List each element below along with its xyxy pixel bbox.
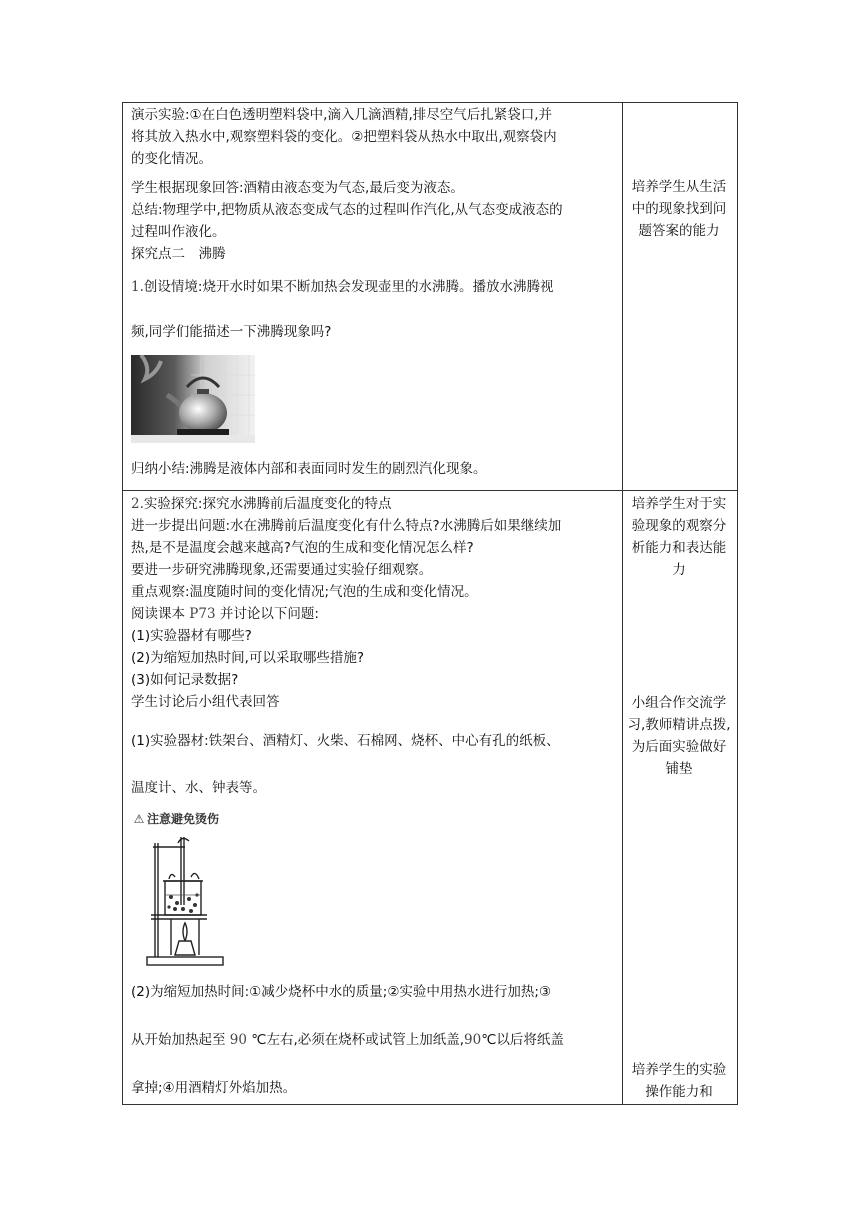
- text-span: 从开始加热起至: [131, 1032, 226, 1048]
- text-line: (2)为缩短加热时间,可以采取哪些措施?: [131, 650, 365, 666]
- text-line: 频,同学们能描述一下沸腾现象吗?: [131, 324, 332, 340]
- text-line: (1)实验器材:铁架台、酒精灯、火柴、石棉网、烧杯、中心有孔的纸板、: [131, 733, 560, 749]
- text-line: 学生根据现象回答:酒精由液态变为气态,最后变为液态。: [131, 180, 464, 196]
- objective-note: 培养学生的实验操作能力和: [631, 1062, 727, 1100]
- text-line: [131, 603, 319, 625]
- text-line: 热,是不是温度会越来越高?气泡的生成和变化情况怎么样?: [131, 540, 474, 556]
- section-heading: 探究点二 沸腾: [131, 246, 226, 262]
- objective-note: 培养学生对于实验现象的观察分析能力和表达能力: [631, 496, 727, 578]
- text-line: 的变化情况。: [131, 151, 212, 167]
- column-divider: [622, 103, 623, 1104]
- text-span: 阅读课本: [131, 606, 185, 622]
- text-span: ℃以后将纸盖: [481, 1032, 564, 1048]
- text-line: 进一步提出问题:水在沸腾前后温度变化有什么特点?水沸腾后如果继续加: [131, 518, 562, 534]
- text-line: 过程叫作液化。: [131, 224, 226, 240]
- temperature-value: 90: [229, 1032, 247, 1048]
- text-line: 将其放入热水中,观察塑料袋的变化。②把塑料袋从热水中取出,观察袋内: [131, 129, 557, 145]
- text-line: 演示实验:①在白色透明塑料袋中,滴入几滴酒精,排尽空气后扎紧袋口,并: [131, 107, 553, 123]
- text-line: (3)如何记录数据?: [131, 672, 239, 688]
- objective-note: 小组合作交流学习,教师精讲点拨,为后面实验做好铺垫: [627, 695, 731, 777]
- text-line: 温度计、水、钟表等。: [131, 780, 266, 796]
- temperature-value: 90: [464, 1032, 482, 1048]
- boiling-apparatus-diagram: [145, 833, 229, 968]
- item-number: 2.: [131, 496, 144, 512]
- text-line: 拿掉;④用酒精灯外焰加热。: [131, 1080, 297, 1096]
- text-line: 总结:物理学中,把物质从液态变成气态的过程叫作汽化,从气态变成液态的: [131, 202, 563, 218]
- text-line: 重点观察:温度随时间的变化情况;气泡的生成和变化情况。: [131, 584, 478, 600]
- text-line: 学生讨论后小组代表回答: [131, 694, 280, 710]
- text-line: (1)实验器材有哪些?: [131, 628, 252, 644]
- text-line: [131, 276, 553, 298]
- item-number: 1.: [131, 279, 144, 295]
- warning-label: [131, 808, 219, 830]
- text-span: ℃左右,必须在烧杯或试管上加纸盖,: [251, 1032, 465, 1048]
- objective-note: 培养学生从生活中的现象找到问题答案的能力: [631, 179, 727, 239]
- row-divider: [123, 490, 737, 491]
- text-line: [131, 493, 391, 515]
- text-span: 创设情境:烧开水时如果不断加热会发现壶里的水沸腾。播放水沸腾视: [143, 279, 554, 295]
- text-line: (2)为缩短加热时间:①减少烧杯中水的质量;②实验中用热水进行加热;③: [131, 984, 552, 1000]
- text-span: 实验探究:探究水沸腾前后温度变化的特点: [143, 496, 392, 512]
- page-ref: P73: [189, 606, 216, 622]
- warning-text: 注意避免烫伤: [147, 812, 220, 826]
- text-span: 并讨论以下问题:: [219, 606, 319, 622]
- text-line: 要进一步研究沸腾现象,还需要通过实验仔细观察。: [131, 562, 433, 578]
- text-line: [131, 1029, 564, 1051]
- warning-icon: ⚠: [133, 812, 145, 826]
- text-line: 归纳小结:沸腾是液体内部和表面同时发生的剧烈汽化现象。: [131, 461, 487, 477]
- lesson-table: [122, 102, 738, 1105]
- kettle-photo: [131, 355, 255, 443]
